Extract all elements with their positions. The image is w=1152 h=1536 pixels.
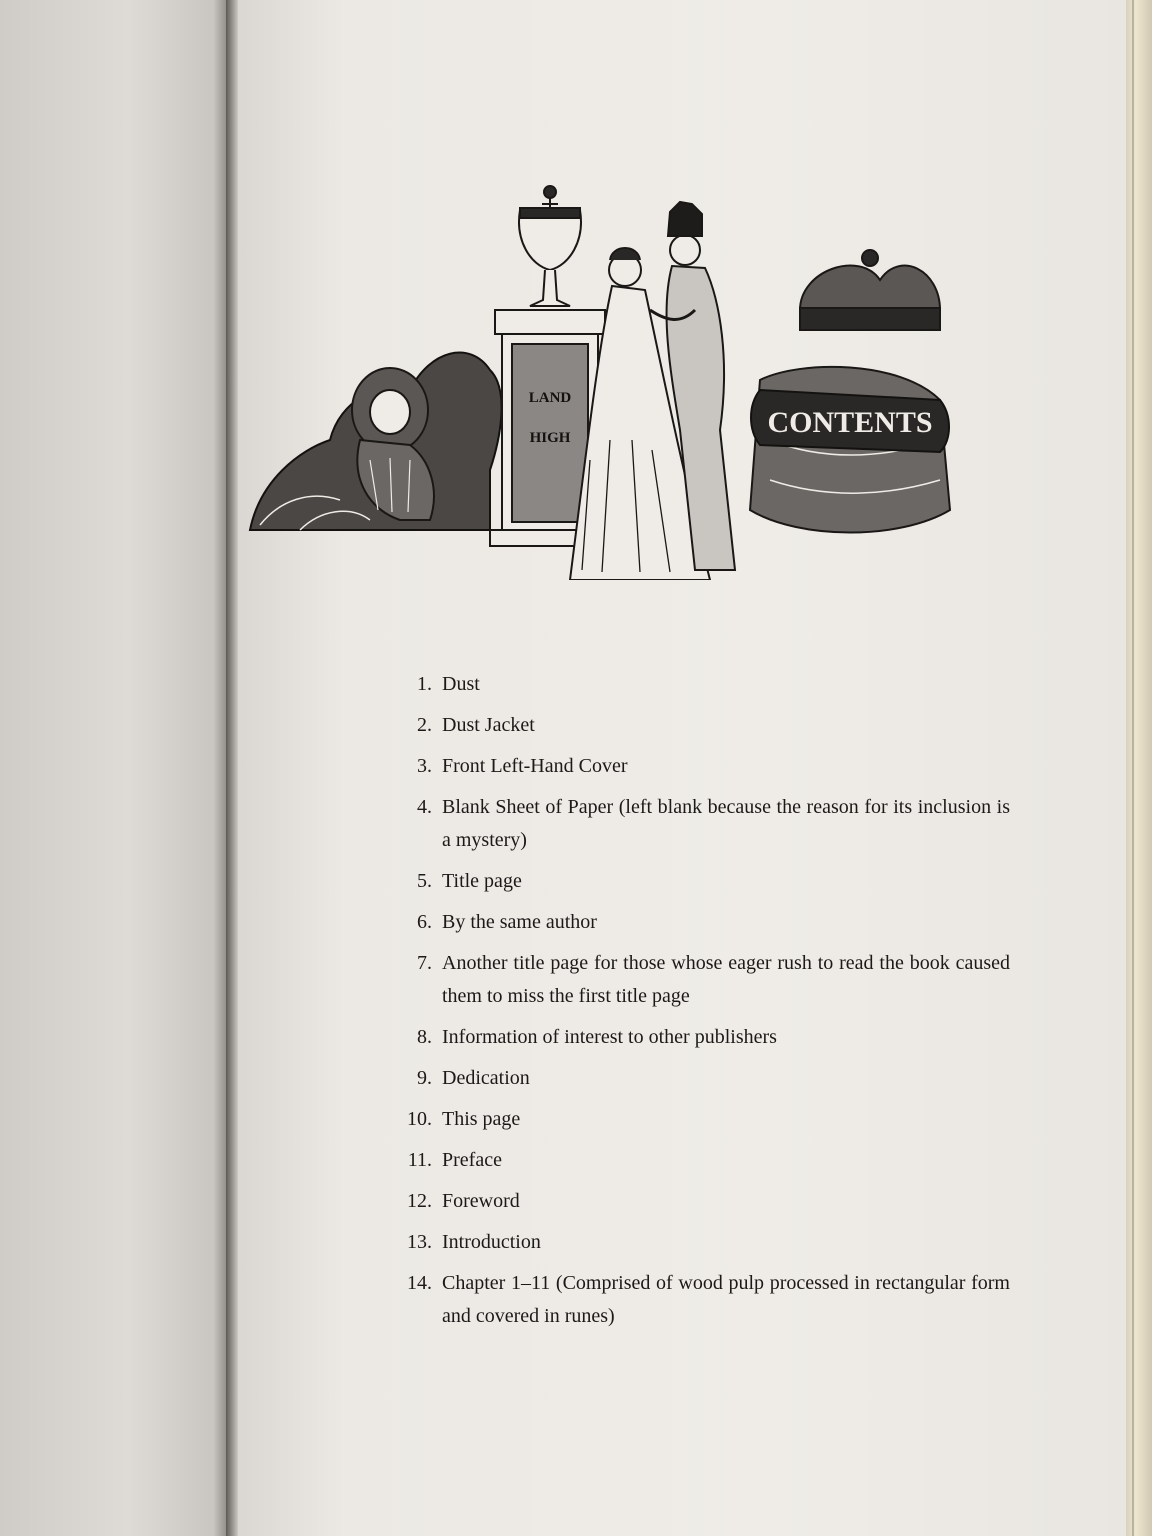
contents-banner (751, 390, 949, 452)
toc-item-text: Dedication (442, 1067, 530, 1089)
toc-item-number: 1. (417, 673, 432, 695)
toc-item (360, 865, 1010, 898)
toc-item-number: 13. (407, 1231, 432, 1253)
toc-item-text: By the same author (442, 911, 597, 933)
toc-item-text: Blank Sheet of Paper (left blank because the reason for its inclusion is a mystery) (442, 796, 1010, 851)
toc-item-number: 3. (417, 755, 432, 777)
toc-item (360, 1062, 1010, 1095)
toc-item (360, 1021, 1010, 1054)
toc-item (360, 1144, 1010, 1177)
toc-item-text: Introduction (442, 1231, 541, 1253)
left-page (0, 0, 232, 1536)
table-of-contents (360, 668, 1010, 1341)
plinth-line-1: LAND (528, 390, 572, 406)
contents-banner-text: CONTENTS (767, 406, 933, 439)
toc-item-number: 12. (407, 1190, 432, 1212)
toc-item-text: Dust Jacket (442, 714, 535, 736)
toc-item-text: Title page (442, 870, 522, 892)
toc-item (360, 750, 1010, 783)
toc-item-number: 5. (417, 870, 432, 892)
toc-item-text: Dust (442, 673, 480, 695)
toc-item (360, 791, 1010, 857)
toc-item (360, 1267, 1010, 1333)
trophy-urn (519, 186, 581, 306)
toc-item-number: 10. (407, 1108, 432, 1130)
toc-item (360, 1103, 1010, 1136)
toc-item-text: Chapter 1–11 (Comprised of wood pulp processed in rectangular form and covered in runes) (442, 1272, 1010, 1327)
toc-item-number: 9. (417, 1067, 432, 1089)
toc-item-number: 14. (407, 1272, 432, 1294)
toc-item (360, 906, 1010, 939)
couple-figures (570, 202, 735, 580)
toc-item-number: 7. (417, 952, 432, 974)
toc-item (360, 1226, 1010, 1259)
toc-item-text: Information of interest to other publishers (442, 1026, 777, 1048)
toc-item-number: 11. (407, 1149, 432, 1171)
book-edge (1126, 0, 1152, 1536)
toc-item-number: 4. (417, 796, 432, 818)
toc-item (360, 709, 1010, 742)
toc-item (360, 668, 1010, 701)
toc-item (360, 947, 1010, 1013)
toc-item (360, 1185, 1010, 1218)
toc-item-text: Preface (442, 1149, 502, 1171)
plinth-line-3: HIGH (529, 430, 571, 446)
toc-item-text: Foreword (442, 1190, 520, 1212)
contents-illustration (240, 140, 960, 580)
toc-item-text: Front Left-Hand Cover (442, 755, 628, 777)
crown (800, 250, 940, 330)
toc-item-text: This page (442, 1108, 521, 1130)
toc-item-number: 8. (417, 1026, 432, 1048)
toc-item-number: 2. (417, 714, 432, 736)
toc-item-number: 6. (417, 911, 432, 933)
toc-item-text: Another title page for those whose eager rush to read the book caused them to miss the first title page (442, 952, 1010, 1007)
